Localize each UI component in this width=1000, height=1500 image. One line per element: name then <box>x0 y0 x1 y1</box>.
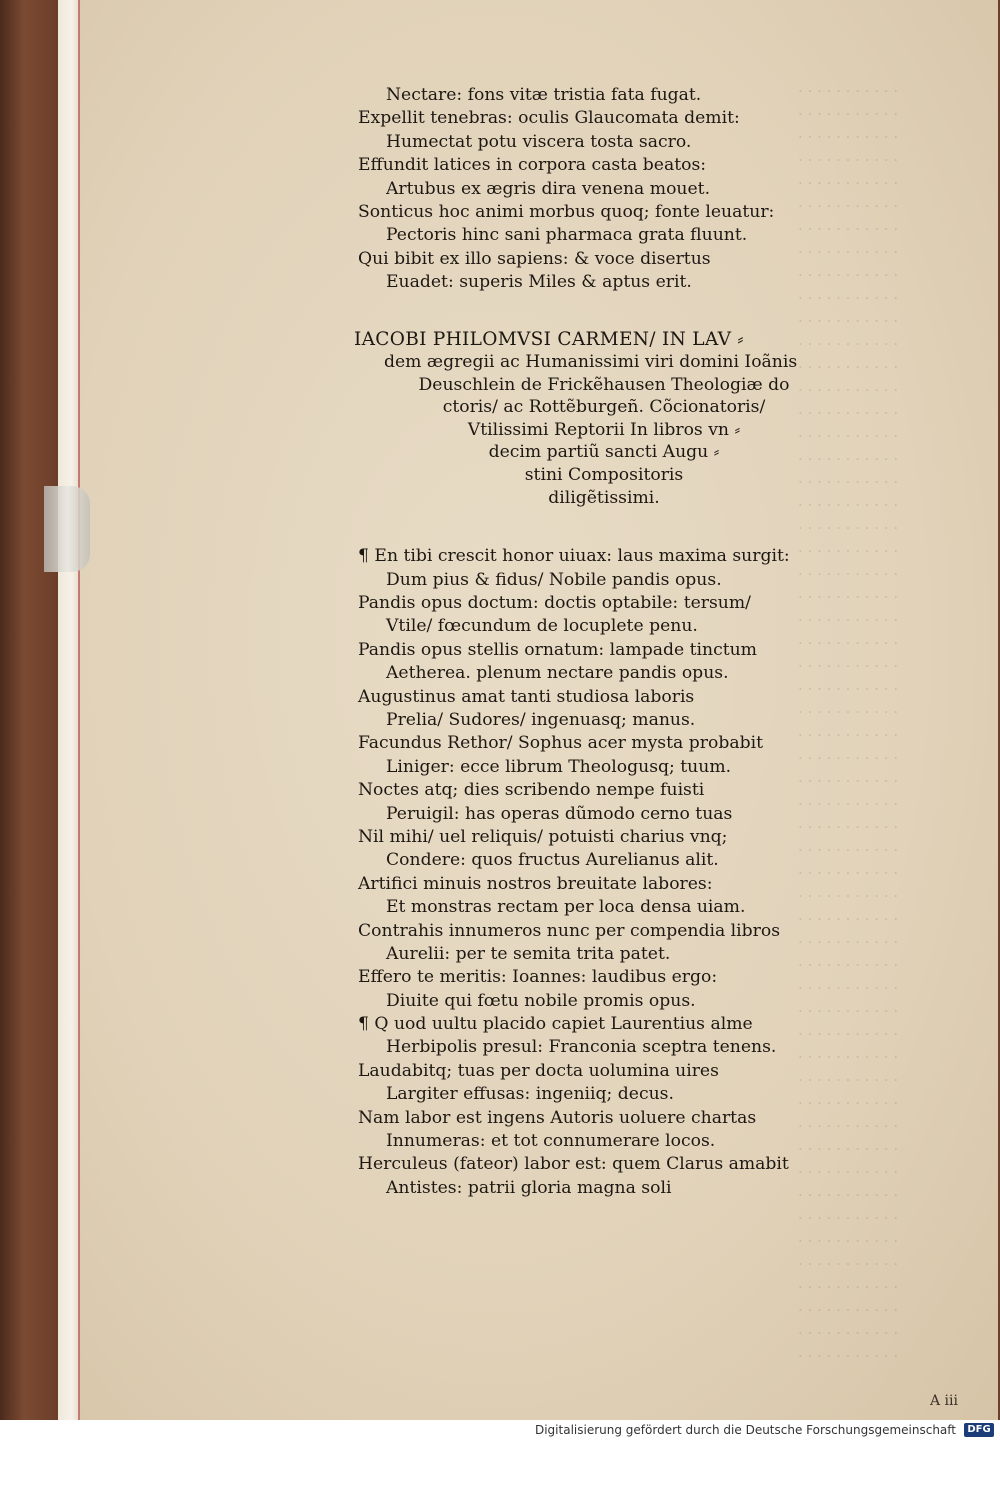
verse-line: Nil mihi/ uel reliquis/ potuisti charius vnq; <box>358 826 728 847</box>
heading-line: decim partiũ sancti Augu ⸗ <box>488 442 720 463</box>
heading-line: Deuschlein de Frickẽhausen Theologiæ do <box>418 374 790 395</box>
verse-line: Dum pius & fidus/ Nobile pandis opus. <box>386 569 722 590</box>
verse-line: Effundit latices in corpora casta beatos: <box>358 155 707 176</box>
footer-credit: Digitalisierung gefördert durch die Deutsche Forschungsgemeinschaft <box>534 1423 956 1437</box>
verse-line: Vtile/ fœcundum de locuplete penu. <box>386 616 698 637</box>
page-clip-tab <box>44 486 90 572</box>
verse-line: Liniger: ecce librum Theologusq; tuum. <box>386 756 732 777</box>
verse-line: ¶ En tibi crescit honor uiuax: laus maxima surgit: <box>358 546 790 567</box>
book-page <box>78 0 998 1420</box>
verse-line: ¶ Q uod uultu placido capiet Laurentius alme <box>358 1014 753 1035</box>
verse-line: Diuite qui fœtu nobile promis opus. <box>386 990 696 1011</box>
verse-line: Peruigil: has operas dũmodo cerno tuas <box>386 803 733 824</box>
verse-line: Largiter effusas: ingeniiq; decus. <box>386 1084 674 1105</box>
heading-line: dem ægregii ac Humanissimi viri domini Ioãnis <box>384 352 798 373</box>
dfg-logo: DFG <box>964 1423 994 1437</box>
heading-line: ctoris/ ac Rottẽburgeñ. Cõcionatoris/ <box>442 397 766 418</box>
poem-stanza-2 <box>358 545 858 1200</box>
verse-line: Pectoris hinc sani pharmaca grata fluunt. <box>386 225 748 246</box>
verse-line: Nam labor est ingens Autoris uoluere chartas <box>358 1107 757 1128</box>
heading-line: stini Compositoris <box>524 465 684 486</box>
verse-line: Euadet: superis Miles & aptus erit. <box>386 272 692 293</box>
heading-line: diligẽtissimi. <box>548 487 660 508</box>
verse-line: Pandis opus stellis ornatum: lampade tinctum <box>358 639 757 660</box>
verse-line: Augustinus amat tanti studiosa laboris <box>358 686 695 707</box>
verse-line: Contrahis innumeros nunc per compendia libros <box>358 920 781 941</box>
verse-line: Aurelii: per te semita trita patet. <box>386 943 671 964</box>
verse-line: Qui bibit ex illo sapiens: & voce disertus <box>358 248 711 269</box>
verse-line: Antistes: patrii gloria magna soli <box>386 1177 672 1198</box>
verse-line: Sonticus hoc animi morbus quoq; fonte leuatur: <box>358 201 775 222</box>
verse-line: Pandis opus doctum: doctis optabile: tersum/ <box>358 593 751 614</box>
verse-line: Artubus ex ægris dira venena mouet. <box>386 178 711 199</box>
signature-mark: A iii <box>930 1393 958 1409</box>
book-cover-edge <box>0 0 60 1420</box>
verse-line: Expellit tenebras: oculis Glaucomata demit: <box>358 108 740 129</box>
verse-line: Prelia/ Sudores/ ingenuasq; manus. <box>386 710 696 730</box>
verse-line: Facundus Rethor/ Sophus acer mysta probabit <box>358 733 763 754</box>
verse-line: Effero te meritis: Ioannes: laudibus ergo: <box>358 967 718 988</box>
verse-line: Humectat potu viscera tosta sacro. <box>386 131 692 152</box>
verse-line: Laudabitq; tuas per docta uolumina uires <box>358 1060 719 1081</box>
verse-line: Noctes atq; dies scribendo nempe fuisti <box>358 780 705 801</box>
poem-heading <box>354 329 854 510</box>
heading-line: Vtilissimi Reptorii In libros vn ⸗ <box>467 419 741 440</box>
verse-line: Nectare: fons vitæ tristia fata fugat. <box>386 85 702 105</box>
page-text <box>354 84 858 1200</box>
verse-line: Herculeus (fateor) labor est: quem Clarus amabit <box>358 1154 789 1175</box>
verse-line: Herbipolis presul: Franconia sceptra tenens. <box>386 1037 777 1058</box>
verse-line: Et monstras rectam per loca densa uiam. <box>386 897 746 918</box>
show-through-text: · · · · · · · · · · · · · · · · · · · · · · · · · · · · · · · · · · · · · · · · · · · · · · · · · · · · · · · · · · · · · · · · · · · · · · · · · · · · · · · · · · · · · · · · · · · · · · · · · · · · · · · · · · · · · · · · · · · · · · · · · · · · · · · · · · · · · · · · · · · · · · · · · · · · · · · · · · · · · · · · · · · · · · · · · · · · · · · · · · · · · · · · · · · · · · · · · · · · · · · · · · · · · · · · · · · · · · · · · · · · · · · · · · · · · · · · · · · · · · · · · · · · · · · · · · · · · · · · · · · · · · · · · · · · · · · · · · · · · · · · · · · · · · · · · · · · · · · · · · · · · · · · · · · · · · · · · · · · · · · · · · · · · · · · · · · · · · · · · · · · · · · · · · · · · · · · · · · · · · · · · · · · · · · · · · · · · · · · · · · · · · · · · · · · · · · · · · · · · · · · · · · · · · · · · · · · · · · · · · · · · · · · · · · · · · · · · · · · · · · · · · · · · · · · · · · · · · · · · · · · · · · · · · · · · · · · · · · · · · · · · · · · · · · · · · · · · · · · · · · · · · · · · · · · · · · · · · · · · · · · · · · · · · · · · · · · · · · · · · · · · · · · · · · · · · · · · · · · · · · · · · · · · · · · · · · · · · · · · · · · · · · · · · · · · · · · · · · · · · · · · · · · · · · · · · · · · · · · <box>798 82 899 1365</box>
heading-title-line: IACOBI PHILOMVSI CARMEN/ IN LAV ⸗ <box>354 328 744 350</box>
verse-line: Aetherea. plenum nectare pandis opus. <box>386 663 729 684</box>
poem-stanza-1 <box>358 84 858 295</box>
footer-bar <box>0 1420 1000 1442</box>
verse-line: Innumeras: et tot connumerare locos. <box>386 1131 716 1152</box>
verse-line: Artifici minuis nostros breuitate labores: <box>358 873 713 894</box>
verse-line: Condere: quos fructus Aurelianus alit. <box>386 850 719 871</box>
